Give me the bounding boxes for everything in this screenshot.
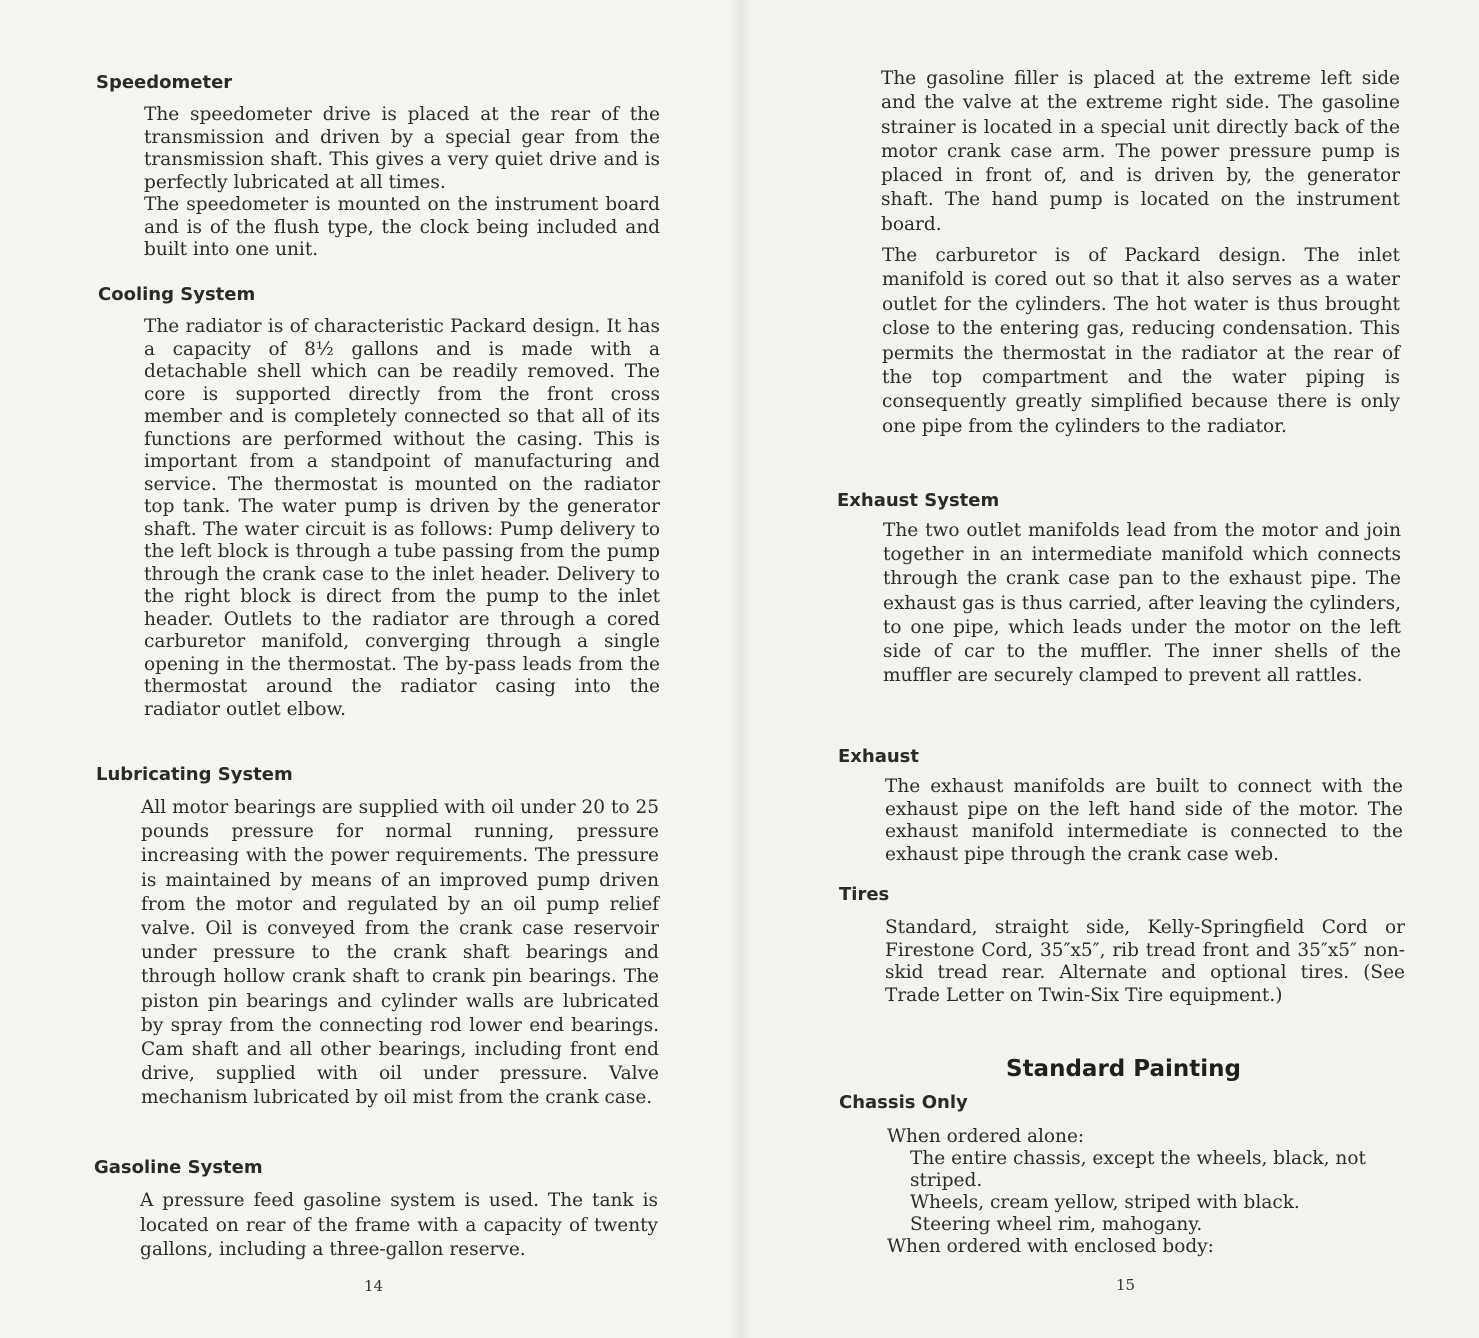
cooling-system-heading: Cooling System: [98, 284, 256, 305]
right-page: [740, 0, 1479, 1338]
exhaust-system-heading: Exhaust System: [837, 490, 1000, 511]
chassis-only-heading: Chassis Only: [839, 1092, 968, 1113]
tires-text: Standard, straight side, Kelly-Springfield Cord or Firestone Cord, 35″x5″, rib tread front and 35″x5″ non-skid tread rear. Alternate and optional tires. (See Trade Letter on Twin-Six Tire equipment.): [885, 917, 1405, 1006]
gasoline-system-heading: Gasoline System: [94, 1157, 263, 1178]
chassis-item-line2: striped.: [910, 1170, 983, 1191]
page-number-15: 15: [1116, 1276, 1136, 1294]
gasoline-continued-text: The gasoline filler is placed at the extreme left side and the valve at the extreme right side. The gasoline strainer is located in a special unit directly back of the motor crank case arm. The power pressure pump is placed in front of, and is driven by, the generator shaft. The hand pump is located on the instrument board.: [881, 68, 1400, 235]
cooling-system-text: The radiator is of characteristic Packard design. It has a capacity of 8½ gallons and is made with a detachable shell which can be readily removed. The core is supported directly from the front cross member and is completely connected so that all of its functions are performed without the casing. This is important from a standpoint of manufacturing and service. The thermostat is mounted on the radiator top tank. The water pump is driven by the generator shaft. The water circuit is as follows: Pump delivery to the left block is through a tube passing from the pump through the crank case to the inlet header. Delivery to the right block is direct from the pump to the inlet header. Outlets to the radiator are through a cored carburetor manifold, converging through a single opening in the thermostat. The by-pass leads from the thermostat around the radiator casing into the radiator outlet elbow.: [144, 316, 660, 720]
exhaust-heading: Exhaust: [838, 746, 919, 767]
standard-painting-title: Standard Painting: [1006, 1056, 1241, 1082]
book-gutter: [728, 0, 752, 1338]
exhaust-system-text: The two outlet manifolds lead from the motor and join together in an intermediate manifold which connects through the crank case pan to the exhaust pipe. The exhaust gas is thus carried, after leaving the cylinders, to one pipe, which leads under the motor on the left side of car to the muffler. The inner shells of the muffler are securely clamped to prevent all rattles.: [883, 520, 1401, 687]
speedometer-text: The speedometer drive is placed at the rear of the transmission and driven by a special gear from the transmission shaft. This gives a very quiet drive and is perfectly lubricated at all times. The speedometer is mounted on the instrument board and is of the flush type, the clock being included and built into one unit.: [144, 104, 660, 260]
page-number-14: 14: [364, 1277, 384, 1295]
exhaust-text: The exhaust manifolds are built to connect with the exhaust pipe on the left hand side of the motor. The exhaust manifold intermediate is connected to the exhaust pipe through the crank case web.: [885, 776, 1403, 865]
carburetor-text: The carburetor is of Packard design. The inlet manifold is cored out so that it also serves as a water outlet for the cylinders. The hot water is thus brought close to the entering gas, reducing condensation. This permits the thermostat in the radiator at the rear of the top compartment and the water piping is consequently greatly simplified because there is only one pipe from the cylinders to the radiator.: [882, 245, 1400, 437]
tires-heading: Tires: [839, 884, 890, 905]
speedometer-heading: Speedometer: [96, 72, 233, 93]
when-ordered-alone: When ordered alone:: [887, 1126, 1085, 1147]
chassis-item-line1: The entire chassis, except the wheels, black, not: [910, 1148, 1366, 1169]
when-ordered-enclosed: When ordered with enclosed body:: [887, 1236, 1214, 1257]
gasoline-system-text: A pressure feed gasoline system is used. The tank is located on rear of the frame with a capacity of twenty gallons, including a three-gallon reserve.: [140, 1190, 658, 1260]
lubricating-system-heading: Lubricating System: [96, 764, 293, 785]
lubricating-system-text: All motor bearings are supplied with oil under 20 to 25 pounds pressure for normal running, pressure increasing with the power requirements. The pressure is maintained by means of an improved pump driven from the motor and regulated by an oil pump relief valve. Oil is conveyed from the crank case reservoir under pressure to the crank shaft bearings and through hollow crank shaft to crank pin bearings. The piston pin bearings and cylinder walls are lubricated by spray from the connecting rod lower end bearings. Cam shaft and all other bearings, including front end drive, supplied with oil under pressure. Valve mechanism lubricated by oil mist from the crank case.: [141, 797, 659, 1109]
steering-wheel-item: Steering wheel rim, mahogany.: [910, 1214, 1203, 1235]
wheels-item: Wheels, cream yellow, striped with black.: [910, 1192, 1300, 1213]
